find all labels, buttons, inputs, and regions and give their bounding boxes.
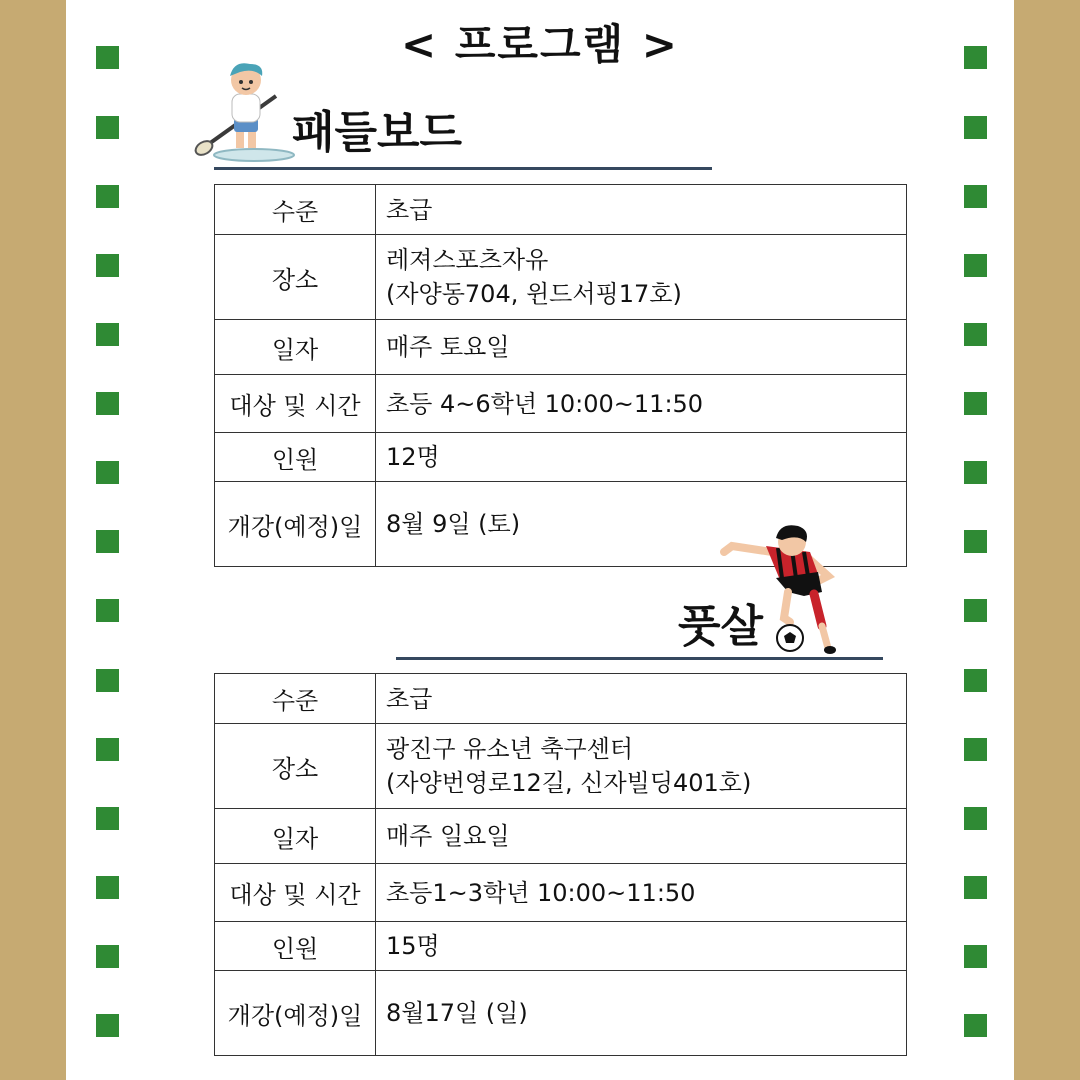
section-divider — [214, 167, 712, 170]
row-label: 장소 — [215, 724, 376, 809]
row-label: 개강(예정)일 — [215, 482, 376, 567]
program-heading-paddleboard: 패들보드 — [292, 107, 463, 158]
row-value — [376, 922, 907, 971]
paddleboard-kid-icon — [192, 58, 296, 164]
row-label: 일자 — [215, 809, 376, 864]
decorative-square — [96, 530, 119, 553]
value-line: (자양동704, 윈드서핑17호) — [386, 280, 682, 308]
decorative-square — [96, 945, 119, 968]
row-label: 수준 — [215, 185, 376, 235]
page-title: < 프로그램 > — [401, 20, 679, 69]
decorative-square — [964, 807, 987, 830]
table-row — [215, 809, 907, 864]
decorative-square — [964, 254, 987, 277]
row-label: 대상 및 시간 — [215, 864, 376, 922]
value-line: 8월17일 (일) — [386, 999, 528, 1027]
row-value — [376, 864, 907, 922]
decorative-square — [96, 185, 119, 208]
decorative-square — [96, 807, 119, 830]
table-row — [215, 674, 907, 724]
row-value — [376, 433, 907, 482]
row-value — [376, 674, 907, 724]
decorative-square — [964, 1014, 987, 1037]
row-value — [376, 809, 907, 864]
value-line: 매주 토요일 — [386, 333, 510, 361]
row-label: 수준 — [215, 674, 376, 724]
decorative-square — [964, 323, 987, 346]
decorative-square — [96, 738, 119, 761]
decorative-square — [964, 392, 987, 415]
value-line: 초급 — [386, 684, 433, 713]
row-value — [376, 971, 907, 1056]
decorative-square — [964, 530, 987, 553]
decorative-square — [96, 876, 119, 899]
row-value — [376, 185, 907, 235]
decorative-square — [964, 876, 987, 899]
section-divider — [396, 657, 883, 660]
value-line: 광진구 유소년 축구센터 — [386, 735, 634, 763]
row-label: 장소 — [215, 235, 376, 320]
decorative-square — [964, 669, 987, 692]
decorative-square — [96, 254, 119, 277]
value-line: (자양번영로12길, 신자빌딩401호) — [386, 769, 752, 797]
decorative-square — [96, 599, 119, 622]
value-line: 15명 — [386, 932, 440, 960]
table-row — [215, 724, 907, 809]
value-line: 레져스포츠자유 — [386, 246, 549, 274]
program-heading-futsal: 풋살 — [678, 601, 764, 652]
table-row — [215, 185, 907, 235]
row-label: 일자 — [215, 320, 376, 375]
decorative-square — [964, 185, 987, 208]
table-row — [215, 320, 907, 375]
row-value — [376, 724, 907, 809]
value-line: 초등1~3학년 10:00~11:50 — [386, 878, 696, 907]
decorative-square — [964, 945, 987, 968]
table-row — [215, 922, 907, 971]
decorative-square — [964, 461, 987, 484]
program-table-futsal — [214, 673, 907, 1056]
row-value — [376, 375, 907, 433]
decorative-square — [96, 323, 119, 346]
program-table-paddleboard — [214, 184, 907, 567]
row-value — [376, 235, 907, 320]
decorative-square — [96, 116, 119, 139]
row-label: 인원 — [215, 433, 376, 482]
table-row — [215, 971, 907, 1056]
decorative-square — [96, 461, 119, 484]
decorative-square — [964, 116, 987, 139]
decorative-square — [96, 392, 119, 415]
decorative-square — [96, 1014, 119, 1037]
row-label: 개강(예정)일 — [215, 971, 376, 1056]
value-line: 초급 — [386, 195, 433, 224]
value-line: 8월 9일 (토) — [386, 510, 521, 538]
table-row — [215, 235, 907, 320]
decorative-square — [96, 669, 119, 692]
decorative-square — [964, 738, 987, 761]
table-row — [215, 375, 907, 433]
table-row — [215, 864, 907, 922]
decorative-square — [964, 599, 987, 622]
row-label: 인원 — [215, 922, 376, 971]
value-line: 12명 — [386, 443, 440, 471]
value-line: 초등 4~6학년 10:00~11:50 — [386, 389, 704, 418]
table-row — [215, 433, 907, 482]
row-label: 대상 및 시간 — [215, 375, 376, 433]
row-value — [376, 320, 907, 375]
value-line: 매주 일요일 — [386, 822, 510, 850]
